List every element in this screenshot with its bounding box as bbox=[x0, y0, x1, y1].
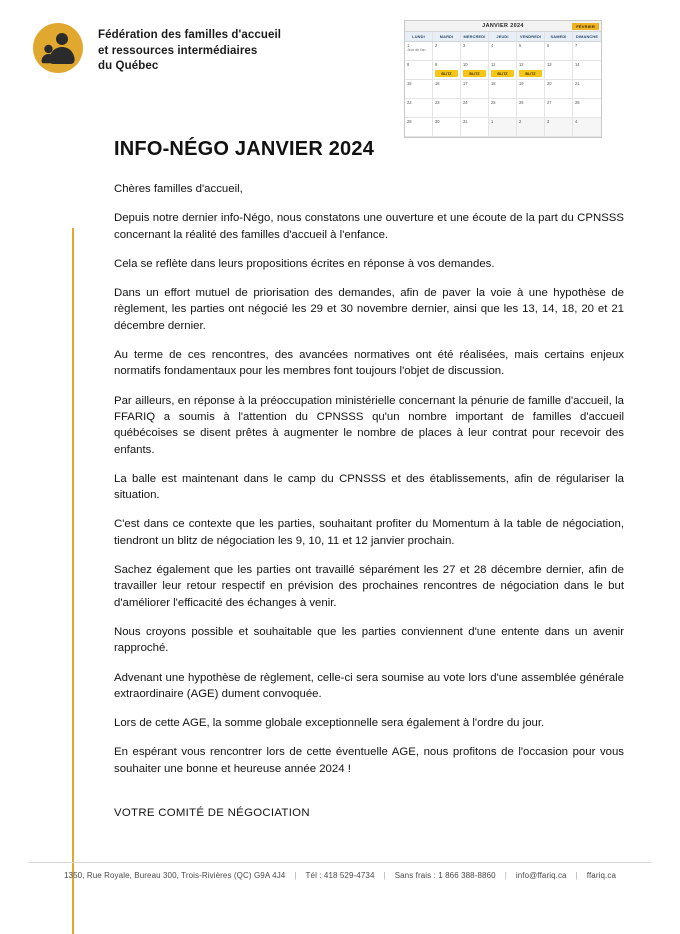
calendar-day-cell[interactable] bbox=[433, 42, 461, 61]
calendar-day-cell[interactable] bbox=[461, 61, 489, 80]
calendar-day-number: 27 bbox=[547, 100, 552, 105]
calendar-day-cell[interactable] bbox=[545, 99, 573, 118]
calendar-day-cell[interactable] bbox=[405, 99, 433, 118]
paragraph: Lors de cette AGE, la somme globale exceptionnelle sera également à l'ordre du jour. bbox=[114, 717, 545, 730]
calendar-day-cell[interactable] bbox=[517, 99, 545, 118]
calendar-day-number: 29 bbox=[407, 119, 412, 124]
calendar-day-cell[interactable] bbox=[517, 61, 545, 80]
calendar-day-number: 22 bbox=[407, 100, 412, 105]
footer-address: 1350, Rue Royale, Bureau 300, Trois-Rivières (QC) G9A 4J4 bbox=[63, 871, 286, 880]
paragraph: Depuis notre dernier info-Négo, nous constatons une ouverture et une écoute de la part du CPNSSS concernant la réalité des familles d'accueil à l'enfance. bbox=[114, 212, 624, 241]
calendar-day-number: 11 bbox=[491, 62, 496, 67]
calendar-day-cell[interactable] bbox=[545, 80, 573, 99]
calendar-day-cell[interactable] bbox=[489, 99, 517, 118]
calendar-day-number: 23 bbox=[435, 100, 440, 105]
calendar-day-number: 4 bbox=[491, 43, 494, 48]
calendar-event-chip: BLITZ bbox=[463, 70, 486, 77]
calendar-day-number: 17 bbox=[463, 81, 468, 86]
calendar-day-cell[interactable] bbox=[461, 80, 489, 99]
calendar-day-number: 30 bbox=[435, 119, 440, 124]
footer-separator-4: | bbox=[575, 871, 578, 880]
calendar-day-cell[interactable] bbox=[405, 42, 433, 61]
paragraph: Advenant une hypothèse de règlement, celle-ci sera soumise au vote lors d'une assemblée générale extraordinaire (AGE) dument convoquée. bbox=[114, 671, 624, 700]
calendar-event-chip: BLITZ bbox=[435, 70, 458, 77]
calendar-day-number: 12 bbox=[519, 62, 524, 67]
page-title: INFO-NÉGO JANVIER 2024 bbox=[114, 138, 375, 160]
calendar-day-cell[interactable] bbox=[461, 99, 489, 118]
calendar-day-number: 9 bbox=[435, 62, 438, 67]
paragraph: Chères familles d'accueil, bbox=[114, 183, 243, 195]
document-body bbox=[0, 118, 680, 819]
calendar-day-cell[interactable] bbox=[489, 42, 517, 61]
calendar-day-number: 24 bbox=[463, 100, 468, 105]
paragraph: Sachez également que les parties ont travaillé séparément les 27 et 28 décembre dernier, afin de travailler leur retour respectif en prévision des prochaines rencontres de négociation dans le but d'améliorer l'efficacité des échanges à venir. bbox=[114, 564, 624, 609]
calendar-weekday-header bbox=[405, 32, 601, 42]
calendar-event-chip: BLITZ bbox=[519, 70, 542, 77]
calendar-next-month-badge: FÉVRIER bbox=[572, 23, 599, 30]
calendar-weekday-0: LUNDI bbox=[405, 32, 433, 41]
page-footer bbox=[0, 862, 680, 880]
calendar-day-cell[interactable] bbox=[489, 80, 517, 99]
paragraph: Au terme de ces rencontres, des avancées normatives ont été réalisées, mais certains enjeux normatifs fondamentaux pour les membres font toujours l'objet de discussion. bbox=[114, 349, 624, 378]
calendar-title-row bbox=[405, 21, 601, 32]
calendar-day-cell[interactable] bbox=[545, 42, 573, 61]
calendar-weekday-2: MERCREDI bbox=[461, 32, 489, 41]
calendar-day-number: 7 bbox=[575, 43, 578, 48]
calendar-day-number: 21 bbox=[575, 81, 580, 86]
footer-separator-1: | bbox=[294, 871, 297, 880]
calendar-day-cell[interactable] bbox=[461, 42, 489, 61]
calendar-weekday-4: VENDREDI bbox=[517, 32, 545, 41]
footer-website[interactable]: ffariq.ca bbox=[586, 871, 617, 880]
paragraph: Cela se reflète dans leurs propositions écrites en réponse à vos demandes. bbox=[114, 257, 495, 270]
paragraph: La balle est maintenant dans le camp du CPNSSS et des établissements, afin de régulariser la situation. bbox=[114, 472, 624, 502]
calendar-day-number: 28 bbox=[575, 100, 580, 105]
calendar-day-number: 2 bbox=[435, 43, 438, 48]
calendar-day-cell[interactable] bbox=[405, 61, 433, 80]
calendar-day-cell[interactable] bbox=[489, 61, 517, 80]
calendar-day-cell[interactable] bbox=[573, 99, 601, 118]
calendar-weekday-6: DIMANCHE bbox=[575, 34, 599, 39]
page-header bbox=[0, 0, 680, 124]
calendar-day-number: 19 bbox=[519, 81, 524, 86]
footer-phone: Tél : 418 529-4734 bbox=[305, 871, 375, 880]
calendar-day-cell[interactable] bbox=[573, 61, 601, 80]
calendar-weekday-5: SAMEDI bbox=[545, 32, 573, 41]
calendar-day-cell[interactable] bbox=[573, 80, 601, 99]
calendar-day-number: 3 bbox=[547, 119, 550, 124]
footer-contact-info bbox=[28, 871, 652, 880]
calendar-day-number: 15 bbox=[407, 81, 412, 86]
calendar-day-number: 18 bbox=[491, 81, 496, 86]
calendar-title: JANVIER 2024 bbox=[482, 23, 524, 29]
calendar-day-number: 25 bbox=[491, 100, 496, 105]
paragraph: C'est dans ce contexte que les parties, souhaitant profiter du Momentum à la table de négociation, tiendront un blitz de négociation les 9, 10, 11 et 12 janvier prochain. bbox=[114, 518, 624, 547]
calendar-day-number: 3 bbox=[463, 43, 466, 48]
organization-name bbox=[98, 28, 281, 75]
calendar-weekday-1: MARDI bbox=[433, 32, 461, 41]
paragraph: Dans un effort mutuel de priorisation des demandes, afin de paver la voie à une hypothèse de règlement, les parties ont négocié les 29 et 30 novembre dernier, ainsi que les 13, 14, 18, 20 et 21 décembre dernier. bbox=[114, 287, 624, 332]
calendar-day-number: 20 bbox=[547, 81, 552, 86]
calendar-day-cell[interactable] bbox=[405, 80, 433, 99]
calendar-event-chip: BLITZ bbox=[491, 70, 514, 77]
calendar-day-cell[interactable] bbox=[433, 80, 461, 99]
calendar-day-number: 1 bbox=[407, 43, 410, 48]
calendar-day-number: 13 bbox=[547, 62, 552, 67]
gold-vertical-rule bbox=[72, 228, 74, 934]
calendar-day-number: 10 bbox=[463, 62, 468, 67]
parent-and-child-logo-icon bbox=[32, 22, 84, 74]
calendar-weekday-3: JEUDI bbox=[489, 32, 517, 41]
calendar-day-number: 6 bbox=[547, 43, 550, 48]
footer-toll-free: Sans frais : 1 866 388-8860 bbox=[394, 871, 496, 880]
calendar-day-number: 26 bbox=[519, 100, 524, 105]
footer-email[interactable]: info@ffariq.ca bbox=[515, 871, 567, 880]
calendar-day-number: 2 bbox=[519, 119, 522, 124]
calendar-day-cell[interactable] bbox=[517, 80, 545, 99]
calendar-day-number: 14 bbox=[575, 62, 580, 67]
calendar-day-cell[interactable] bbox=[433, 61, 461, 80]
calendar-day-number: 31 bbox=[463, 119, 468, 124]
footer-divider bbox=[28, 862, 652, 863]
org-line-3: du Québec bbox=[98, 60, 159, 73]
paragraph: Nous croyons possible et souhaitable que les parties conviennent d'une entente dans un avenir rapproché. bbox=[114, 625, 624, 655]
calendar-day-cell[interactable] bbox=[573, 42, 601, 61]
footer-separator-2: | bbox=[383, 871, 386, 880]
paragraph: En espérant vous rencontrer lors de cette éventuelle AGE, nous profitons de l'occasion pour vous souhaiter une bonne et heureuse année 2024 ! bbox=[114, 746, 624, 775]
calendar-day-cell[interactable] bbox=[545, 61, 573, 80]
calendar-day-number: 8 bbox=[407, 62, 410, 67]
footer-separator-3: | bbox=[504, 871, 507, 880]
calendar-day-number: 16 bbox=[435, 81, 440, 86]
paragraph-list bbox=[80, 181, 624, 777]
org-line-1: Fédération des familles d'accueil bbox=[98, 29, 282, 41]
signature-line: VOTRE COMITÉ DE NÉGOCIATION bbox=[114, 807, 310, 820]
calendar-day-number: 4 bbox=[575, 119, 578, 124]
calendar-day-cell[interactable] bbox=[433, 99, 461, 118]
calendar-day-number: 1 bbox=[491, 119, 494, 124]
org-line-2: et ressources intermédiaires bbox=[98, 44, 258, 57]
calendar-day-number: 5 bbox=[519, 43, 522, 48]
paragraph: Par ailleurs, en réponse à la préoccupation ministérielle concernant la pénurie de famille d'accueil, la FFARIQ a soumis à l'attention du CPNSSS qu'un nombre important de familles d'accueil québécoises se disent prêtes à augmenter le nombre de places à leur contrat pour recevoir des enfants. bbox=[114, 394, 624, 456]
calendar-day-cell[interactable] bbox=[517, 42, 545, 61]
calendar-day-note: Jour de l'an bbox=[407, 47, 426, 52]
